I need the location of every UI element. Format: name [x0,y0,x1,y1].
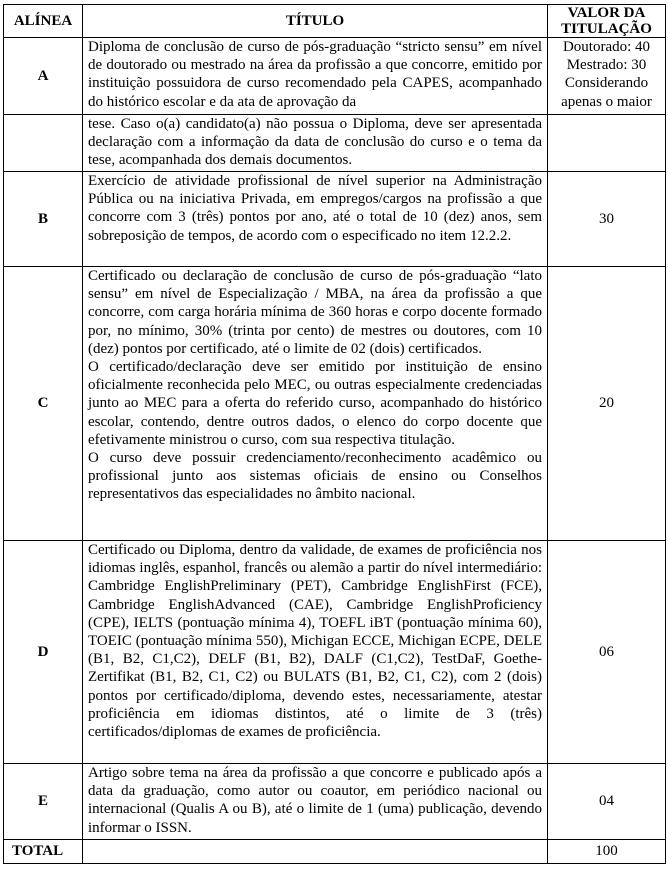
titulo-cell: tese. Caso o(a) candidato(a) não possua o Diploma, deve ser apresentada declaração com a informação da data de conclusão do curso e o tema da tese, acompanhada dos demais documentos. [83,115,548,172]
alinea-cell: E [4,764,83,840]
total-titulo-cell [83,840,548,864]
valor-cell: 04 [548,764,666,840]
alinea-cell: B [4,172,83,267]
titulo-paragraph: O curso deve possuir credenciamento/reconhecimento acadêmico ou profissional junto aos sistemas oficiais de ensino ou Conselhos representativos das especialidades no âmbito nacional. [88,450,542,503]
valor-cell [548,115,666,172]
titulo-paragraph: O certificado/declaração deve ser emitido por instituição de ensino oficialmente reconhecida pelo MEC, ou outras especialmente credenciadas junto ao MEC para a oferta do referido curso, acompanhado do histórico escolar, contendo, dentre outros dados, o elenco do corpo docente que efetivamente ministrou o curso, com sua respectiva titulação. [88,359,542,448]
titulo-cell: Exercício de atividade profissional de nível superior na Administração Pública ou na iniciativa Privada, em empregos/cargos na profissão a que concorre com 3 (três) pontos por ano, até o total de 10 (dez) anos, sem sobreposição de tempos, de acordo com o especificado no item 12.2.2. [83,172,548,267]
valor-cell: 30 [548,172,666,267]
valor-line: Doutorado: 40 [562,39,651,55]
valor-cell [548,38,666,115]
header-alinea: ALÍNEA [4,5,83,38]
valor-line: Considerando [564,75,649,92]
header-row [4,5,666,38]
header-titulo: TÍTULO [83,5,548,38]
total-value: 100 [548,840,666,864]
total-row [4,840,666,864]
titulo-cell: Diploma de conclusão de curso de pós-graduação “stricto sensu” em nível de doutorado ou mestrado na área da profissão a que concorre, emitido por instituição possuidora de curso recomendado pela CAPES, acompanhado do histórico escolar e da ata de aprovação da [83,38,548,115]
table-row-a-continued [4,115,666,172]
titulo-paragraph: Certificado ou declaração de conclusão de curso de pós-graduação “lato sensu” em nível de Especialização / MBA, na área da profissão a que concorre, com carga horária mínima de 360 horas e corpo docente formado por, no mínimo, 30% (trinta por cento) de mestres ou doutores, com 10 (dez) pontos por certificado, até o limite de 02 (dois) certificados. [88,268,542,357]
table-row-e [4,764,666,840]
table-row-b [4,172,666,267]
valor-cell: 20 [548,267,666,541]
header-valor-line1: VALOR DA [567,5,646,21]
alinea-cell: C [4,267,83,541]
header-valor [548,5,666,38]
valor-line: Mestrado: 30 [566,57,647,74]
header-valor-line2: TITULAÇÃO [561,21,652,37]
titulo-cell: Certificado ou Diploma, dentro da validade, de exames de proficiência nos idiomas inglês, espanhol, francês ou alemão a partir do nível intermediário: Cambridge EnglishPreliminary (PET), Cambridge EnglishFirst (FCE), Cambridge EnglishAdvanced (CAE), Cambridge EnglishProficiency (CPE), IELTS (pontuação mínima 4), TOEFL iBT (pontuação mínima 60), TOEIC (pontuação mínima 550), Michigan ECCE, Michigan ECPE, DELE (B1, B2, C1,C2), DELF (B1, B2), DALF (C1,C2), TestDaF, Goethe-Zertifikat (B1, B2, C1, C2) ou BULATS (B1, B2, C1, C2), com 2 (dois) pontos por certificado/diploma, devendo estes, necessariamente, atestar proficiência em idiomas distintos, até o limite de 3 (três) certificados/diplomas de exames de proficiência. [83,541,548,764]
alinea-cell: A [4,38,83,115]
titulo-cell: Artigo sobre tema na área da profissão a que concorre e publicado após a data da graduação, como autor ou coautor, em periódico nacional ou internacional (Qualis A ou B), até o limite de 1 (uma) publicação, devendo informar o ISSN. [83,764,548,840]
total-label: TOTAL [4,840,83,864]
alinea-cell: D [4,541,83,764]
table-row-d [4,541,666,764]
alinea-cell [4,115,83,172]
valor-cell: 06 [548,541,666,764]
valor-line: apenas o maior [561,93,652,110]
titles-score-table [3,4,666,864]
titulo-cell [83,267,548,541]
table-row-a [4,38,666,115]
table-row-c [4,267,666,541]
